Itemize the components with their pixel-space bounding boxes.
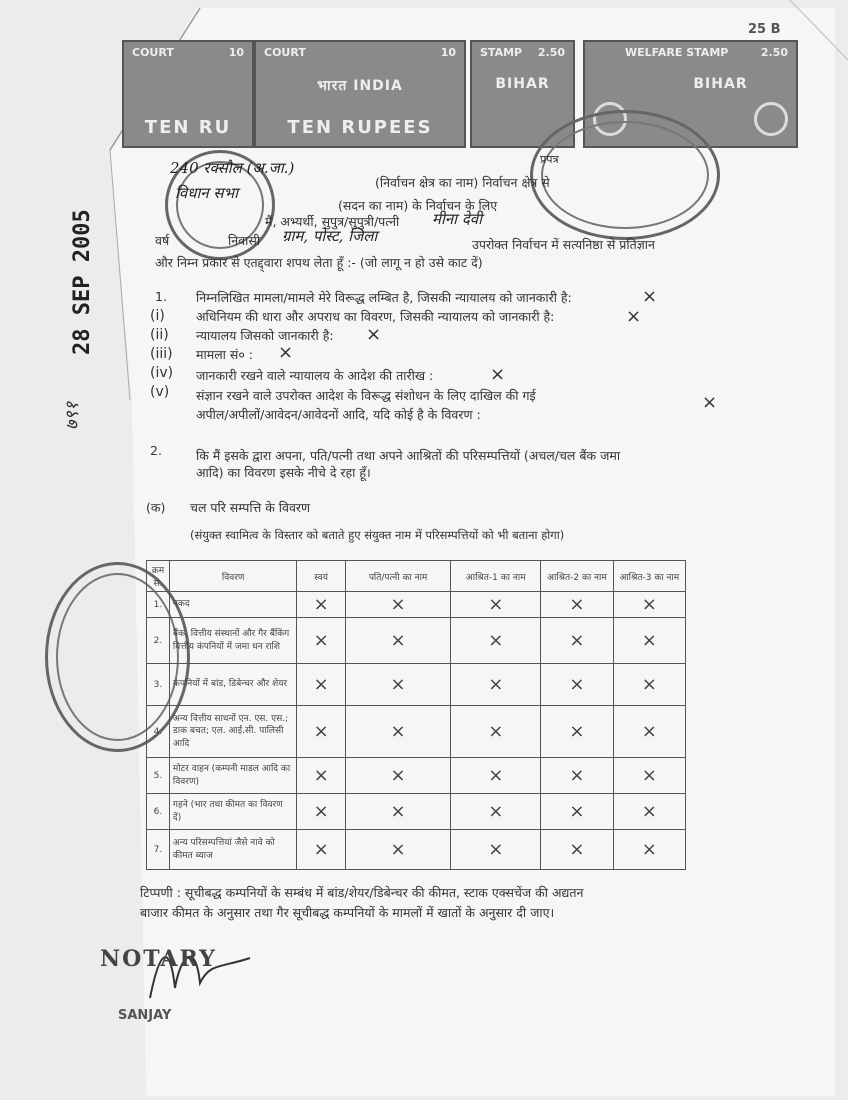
cross-mark: × (451, 758, 541, 794)
cross-mark: × (278, 342, 294, 363)
notary-subtext: SANJAY (118, 1008, 172, 1023)
item-number: 1. (155, 289, 167, 304)
cross-mark: × (297, 618, 345, 664)
stamp-middle-text: भारत INDIA (317, 78, 403, 94)
note-line-1: टिप्पणी : सूचीबद्ध कम्पनियों के सम्बंध में बांड/शेयर/डिबेन्चर की कीमत, स्टाक एक्सचेंज की अद्यतन (140, 885, 584, 900)
row-number: 1. (147, 592, 170, 618)
item-number: (ii) (150, 327, 169, 343)
table-row (147, 758, 686, 794)
cross-mark: × (345, 794, 450, 830)
notary-stamp-text: NOTARY (100, 946, 217, 972)
table-row (147, 830, 686, 870)
court-fee-stamp-1 (122, 40, 254, 148)
item-number: (i) (150, 308, 165, 324)
row-number: 7. (147, 830, 170, 870)
cross-mark: × (642, 286, 658, 307)
section-title: चल परि सम्पत्ति के विवरण (190, 500, 311, 515)
item-text: निम्नलिखित मामला/मामले मेरे विरूद्ध लम्बित है, जिसकी न्यायालय को जानकारी है: (196, 290, 572, 305)
cross-mark: × (541, 592, 613, 618)
cross-mark: × (613, 830, 685, 870)
stamp-label: WELFARE STAMP (625, 46, 729, 59)
form-heading: प्रपत्र (540, 153, 559, 166)
cross-mark: × (613, 664, 685, 706)
item2-line-1: कि मैं इसके द्वारा अपना, पति/पत्नी तथा अपने आश्रितों की परिसम्पत्तियों (अचल/चल बैंक जमा (196, 448, 621, 463)
item-text: संज्ञान रखने वाले उपरोक्त आदेश के विरूद्ध संशोधन के लिए दाखिल की गई (196, 388, 536, 403)
row-description: बैंक, वित्तीय संस्थानों और गैर बैंकिंग वित्तीय कंपनियों में जमा धन राशि (169, 618, 296, 664)
item-text: न्यायालय जिसको जानकारी है: (196, 328, 334, 343)
item-number: (iv) (150, 365, 174, 381)
table-header-row (147, 561, 686, 592)
cross-mark: × (297, 830, 345, 870)
stamp-denomination: 10 (228, 46, 244, 59)
cross-mark: × (541, 618, 613, 664)
cross-mark: × (702, 392, 718, 413)
age-label: वर्ष (155, 233, 170, 248)
cross-mark: × (345, 830, 450, 870)
section-label: (क) (146, 500, 166, 515)
page-marker: 25 B (748, 22, 781, 37)
stamp-middle-text: BIHAR (693, 76, 748, 92)
candidate-text: मैं, अभ्यर्थी, सुपुत्र/सुपुत्री/पत्नी (265, 214, 400, 229)
item-text: अपील/अपीलों/आवेदन/आवेदनों आदि, यदि कोई है के विवरण : (196, 407, 481, 422)
stamp-label: COURT (264, 46, 306, 59)
cross-mark: × (541, 664, 613, 706)
table-row (147, 664, 686, 706)
stamp-denomination: 2.50 (537, 46, 565, 59)
cross-mark: × (451, 830, 541, 870)
cross-mark: × (541, 830, 613, 870)
cross-mark: × (345, 758, 450, 794)
row-description: कंपनियों में बांड, डिबेन्चर और शेयर (169, 664, 296, 706)
stamp-label: STAMP (480, 46, 523, 59)
cross-mark: × (626, 306, 642, 327)
column-header: क्रम सं. (147, 561, 170, 592)
resident-fill: ग्राम, पोस्ट, जिला (282, 227, 378, 245)
table-row (147, 592, 686, 618)
cancellation-seal (530, 110, 720, 240)
resident-text: निवासी (228, 233, 261, 248)
court-fee-stamp-2 (254, 40, 466, 148)
row-description: अन्य वित्तीय साधनों एन. एस. एस.; डाक बचत; एल. आई.सी. पालिसी आदि (169, 706, 296, 758)
cross-mark: × (366, 324, 382, 345)
cross-mark: × (541, 794, 613, 830)
handwritten-mark: ७९१ (62, 401, 83, 430)
cross-mark: × (613, 592, 685, 618)
house-text: (सदन का नाम) के निर्वाचन के लिए (338, 198, 498, 213)
movable-assets-table (146, 560, 686, 870)
item-number: (iii) (150, 346, 173, 362)
oath-line-2: और निम्न प्रकार से एतद्द्वारा शपथ लेता हूँ :- (जो लागू न हो उसे काट दें) (155, 255, 483, 270)
stamp-denomination: 2.50 (760, 46, 788, 59)
house-fill: विधान सभा (175, 184, 238, 202)
cross-mark: × (490, 364, 506, 385)
stamp-middle-text: BIHAR (495, 76, 550, 92)
item-text: जानकारी रखने वाले न्यायालय के आदेश की तारीख : (196, 368, 434, 383)
cross-mark: × (613, 794, 685, 830)
table-row (147, 706, 686, 758)
candidate-fill: मीना देवी (432, 210, 483, 228)
row-number: 6. (147, 794, 170, 830)
constituency-text: (निर्वाचन क्षेत्र का नाम) निर्वाचन क्षेत्र से (375, 175, 550, 190)
row-number: 2. (147, 618, 170, 664)
cross-mark: × (345, 592, 450, 618)
cross-mark: × (451, 664, 541, 706)
table-row (147, 618, 686, 664)
cross-mark: × (297, 758, 345, 794)
cross-mark: × (451, 618, 541, 664)
cross-mark: × (345, 618, 450, 664)
column-header: आश्रित-2 का नाम (541, 561, 613, 592)
item-text: अधिनियम की धारा और अपराध का विवरण, जिसकी न्यायालय को जानकारी है: (196, 309, 555, 324)
cross-mark: × (345, 706, 450, 758)
item-number: 2. (150, 443, 162, 458)
row-description: अन्य परिसम्पत्तियां जैसे नावे को कीमत ब्याज (169, 830, 296, 870)
cross-mark: × (297, 592, 345, 618)
column-header: स्वयं (297, 561, 345, 592)
row-description: गहने (भार तथा कीमत का विवरण दें) (169, 794, 296, 830)
constituency-fill: 240 रक्सौल (अ.जा.) (170, 159, 295, 177)
cross-mark: × (613, 758, 685, 794)
cross-mark: × (297, 794, 345, 830)
cross-mark: × (451, 794, 541, 830)
wheel-emblem-icon (754, 102, 788, 136)
item-text: मामला सं० : (196, 347, 254, 362)
row-number: 4. (147, 706, 170, 758)
row-description: नकद (169, 592, 296, 618)
stamp-denomination: 10 (440, 46, 456, 59)
item-number: (v) (150, 384, 170, 400)
oath-line-1: उपरोक्त निर्वाचन में सत्यनिष्ठा से प्रतिज्ञान (472, 237, 655, 252)
column-header: पति/पत्नी का नाम (345, 561, 450, 592)
cross-mark: × (297, 664, 345, 706)
stamp-bottom-text: TEN RUPEES (287, 117, 433, 138)
row-number: 3. (147, 664, 170, 706)
cross-mark: × (541, 706, 613, 758)
cross-mark: × (541, 758, 613, 794)
cross-mark: × (451, 706, 541, 758)
date-stamp: 28 SEP 2005 (70, 209, 95, 355)
column-header: विवरण (169, 561, 296, 592)
column-header: आश्रित-3 का नाम (613, 561, 685, 592)
cross-mark: × (345, 664, 450, 706)
stamp-label: COURT (132, 46, 174, 59)
note-line-2: बाजार कीमत के अनुसार तथा गैर सूचीबद्ध कम्पनियों के मामलों में खातों के अनुसार दी जाए। (140, 905, 555, 920)
section-subtitle: (संयुक्त स्वामित्व के विस्तार को बताते हुए संयुक्त नाम में परिसम्पत्तियों को भी बताना होगा) (190, 528, 565, 542)
table-row (147, 794, 686, 830)
row-description: मोटर वाहन (कम्पनी माडल आदि का विवरण) (169, 758, 296, 794)
stamp-bottom-text: TEN RU (144, 117, 232, 138)
row-number: 5. (147, 758, 170, 794)
cross-mark: × (613, 706, 685, 758)
cross-mark: × (613, 618, 685, 664)
column-header: आश्रित-1 का नाम (451, 561, 541, 592)
item2-line-2: आदि) का विवरण इसके नीचे दे रहा हूँ। (196, 465, 371, 480)
cross-mark: × (451, 592, 541, 618)
cross-mark: × (297, 706, 345, 758)
